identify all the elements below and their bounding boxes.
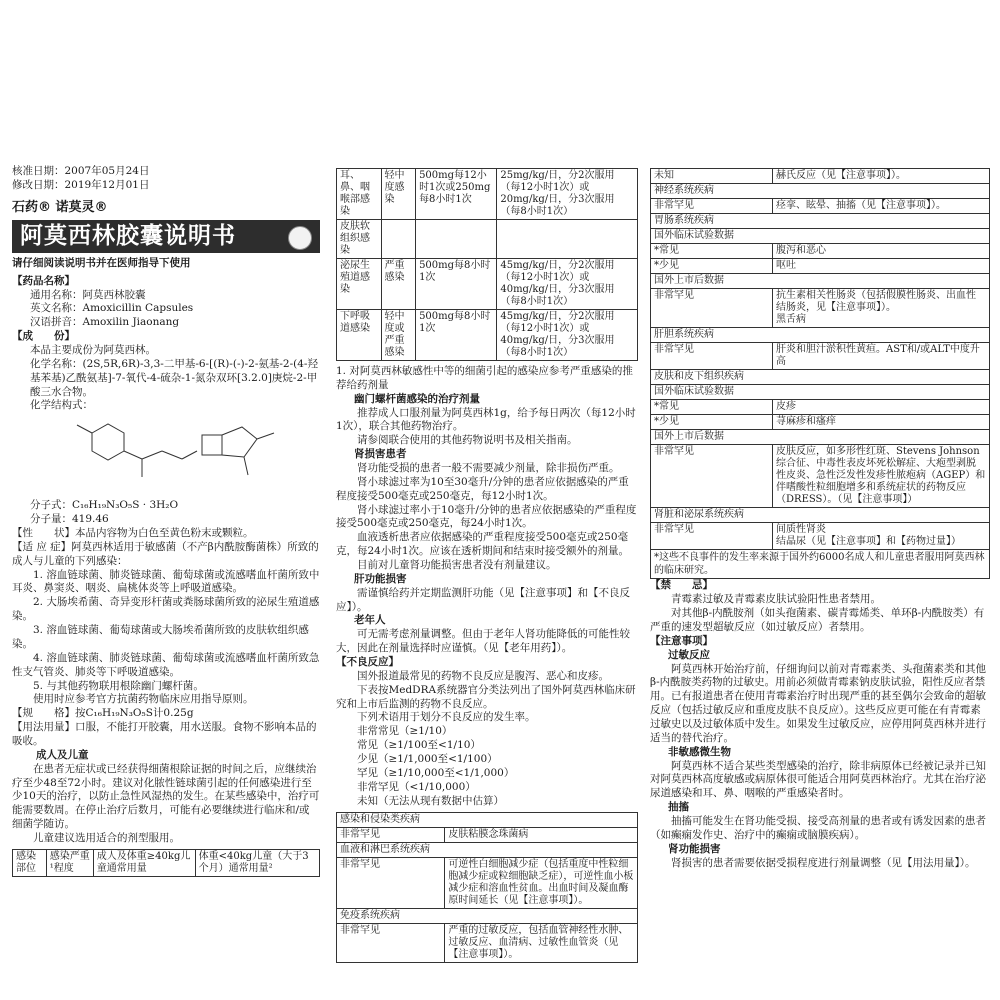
frequency-item: 常见（≥1/100至<1/10） (357, 739, 481, 752)
child-advice: 儿童建议选用适合的剂型服用。 (33, 831, 180, 844)
ae-group-label: 免疫系统疾病 (337, 908, 638, 923)
ae-group-row (651, 370, 990, 385)
ae-group-row (651, 229, 990, 244)
ae-group-label: 国外临床试验数据 (651, 229, 990, 244)
ae-frequency: 非常罕见 (651, 289, 773, 328)
indication-4: 4. 溶血链球菌、肺炎链球菌、葡萄球菌或流感嗜血杆菌所致急性支气管炎、肺炎等下呼吸道感染。 (12, 651, 320, 678)
dose-cell-child: 45mg/kg/日，分2次服用（每12小时1次）或40mg/kg/日，分3次服用（每8小时1次） (497, 310, 638, 361)
ae-description: 严重的过敏反应，包括血管神经性水肿、过敏反应、血清病、过敏性血管炎（见【注意事项】）。 (445, 923, 638, 962)
indication-3: 3. 溶血链球菌、葡萄球菌或大肠埃希菌所致的皮肤软组织感染。 (12, 624, 309, 650)
frequency-item: 非常常见（≥1/10） (357, 725, 453, 738)
ae-frequency: *少见 (651, 415, 773, 430)
ae-group-row (651, 328, 990, 343)
ae-group-label: 国外临床试验数据 (651, 385, 990, 400)
frequency-item: 未知（无法从现有数据中估算） (357, 794, 504, 807)
molecular-weight: 分子量：419.46 (30, 513, 109, 526)
ae-row (651, 523, 990, 550)
specification-section: 【规 格】按C₁₆H₁₉N₃O₅S计0.25g (12, 707, 194, 720)
contra-1: 青霉素过敏及青霉素皮肤试验阳性患者禁用。 (671, 593, 881, 606)
dose-cell-site: 下呼吸道感染 (337, 310, 382, 361)
th-severity: 感染严重¹程度 (46, 849, 93, 876)
hp-ref: 请参阅联合使用的其他药物说明书及相关指南。 (357, 434, 578, 447)
ae-frequency: 非常罕见 (337, 857, 445, 908)
ae-row (651, 445, 990, 508)
ae-description: 抗生素相关性肠炎（包括假膜性肠炎、出血性结肠炎，见【注意事项】）。 黑舌病 (773, 289, 990, 328)
ae-group-row (651, 184, 990, 199)
dose-cell-site: 泌尿生殖道感染 (337, 259, 382, 310)
ae-description: 痉挛、眩晕、抽搐（见【注意事项】）。 (773, 199, 990, 214)
ae-description: 可逆性白细胞减少症（包括重度中性粒细胞减少症或粒细胞缺乏症），可逆性血小板减少症和溶血性贫血。出血时间及凝血酶原时间延长（见【注意事项】）。 (445, 857, 638, 908)
adverse-note: *这些不良事件的发生率来源于国外约6000名成人和儿童患者服用阿莫西林的临床研究。 (650, 550, 990, 579)
ae-group-row (651, 508, 990, 523)
hepatic-title: 肝功能损害 (354, 572, 407, 585)
dose-cell-adult: 500mg每8小时1次 (416, 259, 497, 310)
renal-1: 肾功能受损的患者一般不需要减少剂量，除非损伤严重。 (357, 462, 620, 475)
ae-group-label: 国外上市后数据 (651, 274, 990, 289)
dose-row (337, 259, 638, 310)
dose-cell-adult: 500mg每8小时1次 (416, 310, 497, 361)
ae-group-label: 神经系统疾病 (651, 184, 990, 199)
dose-cell-sev: 轻中度或严重感染 (381, 310, 416, 361)
chemical-structure-image (12, 413, 320, 499)
ae-frequency: 非常罕见 (337, 923, 445, 962)
indication-2: 2. 大肠埃希菌、奇异变形杆菌或粪肠球菌所致的泌尿生殖道感染。 (12, 596, 320, 623)
dose-cell-sev (381, 220, 416, 259)
ae-frequency: *常见 (651, 244, 773, 259)
ae-description: 皮疹 (773, 400, 990, 415)
dose-cell-child: 45mg/kg/日，分2次服用（每12小时1次）或40mg/kg/日，分3次服用（每8小时1次） (497, 259, 638, 310)
pinyin-name: 汉语拼音：Amoxilin Jiaonang (30, 316, 180, 329)
usage-section: 【用法用量】口服，不能打开胶囊，用水送服。食物不影响本品的吸收。 (12, 721, 317, 747)
ae-description: 肝炎和胆汁淤积性黄疸。AST和/或ALT中度升高 (773, 343, 990, 370)
composition-main: 本品主要成份为阿莫西林。 (30, 344, 156, 357)
hp-title: 幽门螺杆菌感染的治疗剂量 (354, 392, 480, 405)
indication-1: 1. 溶血链球菌、肺炎链球菌、葡萄球菌或流感嗜血杆菌所致中耳炎、鼻窦炎、咽炎、扁桃体炎等上呼吸道感染。 (12, 568, 320, 595)
ae-frequency: *常见 (651, 400, 773, 415)
ae-group-row (337, 842, 638, 857)
revision-date: 修改日期：2019年12月01日 (12, 178, 150, 191)
adult-child-heading: 成人及儿童 (36, 748, 89, 761)
ae-description: 荨麻疹和瘙痒 (773, 415, 990, 430)
generic-name: 通用名称：阿莫西林胶囊 (30, 288, 146, 301)
ae-group-row (337, 812, 638, 827)
ae-row (651, 289, 990, 328)
dose-row (337, 310, 638, 361)
column-right (650, 0, 990, 1000)
ae-row (337, 857, 638, 908)
nonsensitive-text: 阿莫西林不适合某些类型感染的治疗，除非病原体已经被记录并已知对阿莫西林高度敏感或病原体很可能适合用阿莫西林治疗。尤其在治疗泌尿道感染和耳、鼻、咽喉的严重感染者时。 (650, 759, 986, 800)
dose-row (337, 169, 638, 220)
ae-group-label: 胃肠系统疾病 (651, 214, 990, 229)
ae-row (651, 169, 990, 184)
adverse-2: 下表按MedDRA系统器官分类法列出了国外阿莫西林临床研究和上市后监测的药物不良反应。 (336, 683, 636, 710)
indication-note: 使用时应参考官方抗菌药物临床应用指导原则。 (33, 693, 254, 706)
nonsensitive-title: 非敏感微生物 (668, 745, 731, 758)
adverse-1: 国外报道最常见的药物不良反应是腹泻、恶心和皮疹。 (357, 669, 609, 682)
ae-group-label: 肾脏和泌尿系统疾病 (651, 508, 990, 523)
section-name-heading: 【药品名称】 (12, 274, 75, 287)
ae-frequency: 非常罕见 (651, 445, 773, 508)
convulsion-text: 抽搐可能发生在肾功能受损、接受高剂量的患者或有诱发因素的患者（如癫痫发作史、治疗中的癫痫或脑膜疾病）。 (650, 814, 986, 841)
ae-group-row (651, 214, 990, 229)
section-composition-heading: 【成 份】 (12, 330, 75, 343)
ae-row (651, 244, 990, 259)
ae-row (651, 343, 990, 370)
ae-frequency: 非常罕见 (651, 199, 773, 214)
ae-description: 间质性肾炎 结晶尿（见【注意事项】和【药物过量】） (773, 523, 990, 550)
dose-footnote: 1. 对阿莫西林敏感性中等的细菌引起的感染应参考严重感染的推荐给药剂量 (336, 365, 633, 391)
ae-row (337, 827, 638, 842)
dose-row (337, 220, 638, 259)
ae-description: 赫氏反应（见【注意事项】）。 (773, 169, 990, 184)
frequency-item: 少见（≥1/1,000至<1/100） (357, 753, 498, 766)
hepatic-text: 需谨慎给药并定期监测肝功能（见【注意事项】和【不良反应】）。 (336, 586, 630, 613)
column-left (12, 0, 320, 1000)
dose-table-header (12, 849, 320, 877)
ae-group-label: 肝胆系统疾病 (651, 328, 990, 343)
dose-cell-site: 皮肤软组织感染 (337, 220, 382, 259)
ae-row (651, 199, 990, 214)
chemical-name: 化学名称：(2S,5R,6R)-3,3-二甲基-6-[(R)-(-)-2-氨基-2-(4-羟基苯基)乙酰氨基]-7-氧代-4-硫杂-1-氮杂双环[3.2.0]庚烷-2-甲酸三水合物。 (30, 357, 318, 398)
approval-date: 核准日期：2007年05月24日 (12, 165, 150, 177)
document-title (12, 220, 320, 253)
ae-group-row (651, 430, 990, 445)
ae-group-label: 感染和侵染类疾病 (337, 812, 638, 827)
ae-row (651, 259, 990, 274)
convulsion-title: 抽搐 (668, 801, 689, 814)
renal-impairment-title: 肾功能损害 (668, 842, 721, 855)
molecular-formula: 分子式：C₁₆H₁₉N₃O₅S · 3H₂O (30, 499, 179, 512)
dose-cell-adult: 500mg每12小时1次或250mg每8小时1次 (416, 169, 497, 220)
th-child: 体重<40kg儿童（大于3个月）通常用量² (195, 849, 319, 876)
indication-5: 5. 与其他药物联用根除幽门螺杆菌。 (33, 679, 204, 692)
adverse-table-1 (336, 812, 638, 963)
ae-description: 呕吐 (773, 259, 990, 274)
ae-frequency: *少见 (651, 259, 773, 274)
dose-cell-site: 耳、鼻、咽喉部感染 (337, 169, 382, 220)
cautions-heading: 【注意事项】 (650, 634, 713, 647)
renal-4: 血液透析患者应依据感染的严重程度接受500毫克或250毫克，每24小时1次。应该在透析期间和结束时接受额外的剂量。 (336, 531, 630, 558)
ae-group-row (651, 385, 990, 400)
renal-2: 肾小球滤过率为10至30毫升/分钟的患者应依据感染的严重程度接受500毫克或250毫克，每12小时1次。 (336, 475, 629, 502)
renal-impairment-text: 肾损害的患者需要依据受损程度进行剂量调整（见【用法用量】）。 (671, 856, 976, 869)
ae-group-row (651, 274, 990, 289)
renal-5: 目前对儿童肾功能损害患者没有剂量建议。 (357, 559, 557, 572)
ae-group-label: 国外上市后数据 (651, 430, 990, 445)
th-site: 感染部位 (13, 849, 47, 876)
frequency-item: 罕见（≥1/10,000至<1/1,000） (357, 766, 515, 779)
column-middle (336, 0, 638, 1000)
renal-title: 肾损害患者 (354, 448, 407, 461)
ae-group-label: 皮肤和皮下组织疾病 (651, 370, 990, 385)
ae-row (651, 400, 990, 415)
title-text: 阿莫西林胶囊说明书 (20, 222, 236, 249)
structure-label: 化学结构式： (30, 399, 93, 412)
hypersensitivity-title: 过敏反应 (668, 648, 710, 661)
ae-row (651, 415, 990, 430)
ae-group-row (337, 908, 638, 923)
frequency-list (336, 725, 638, 808)
ae-frequency: 非常罕见 (337, 827, 445, 842)
adverse-table-2 (650, 168, 990, 550)
ae-description: 腹泻和恶心 (773, 244, 990, 259)
ae-row (337, 923, 638, 962)
indications-intro: 【适 应 症】阿莫西林适用于敏感菌（不产β内酰胺酶菌株）所致的成人与儿童的下列感染： (12, 540, 319, 567)
usage-advice: 请仔细阅读说明书并在医师指导下使用 (12, 256, 191, 269)
ae-description: 皮肤反应，如多形性红斑、Stevens Johnson综合征、中毒性表皮坏死松解症、大疱型剥脱性皮炎、急性泛发性发疹性脓疱病（AGEP）和伴嗜酸性粒细胞增多和系统症状的药物反应（DRESS）。（见【注意事项】） (773, 445, 990, 508)
adverse-3: 下列术语用于划分不良反应的发生率。 (357, 711, 536, 724)
english-name: 英文名称：Amoxicillin Capsules (30, 302, 194, 315)
contraindications-heading: 【禁 忌】 (650, 579, 713, 592)
dose-cell-adult (416, 220, 497, 259)
elderly-title: 老年人 (354, 614, 386, 627)
renal-3: 肾小球滤过率小于10毫升/分钟的患者应依据感染的严重程度接受500毫克或250毫克，每24小时1次。 (336, 503, 637, 530)
dose-cell-sev: 轻中度感染 (381, 169, 416, 220)
contra-2: 对其他β-内酰胺剂（如头孢菌素、碳青霉烯类、单环β-内酰胺类）有严重的速发型超敏反应（如过敏反应）者禁用。 (650, 607, 985, 633)
hypersensitivity-text: 阿莫西林开始治疗前，仔细询问以前对青霉素类、头孢菌素类和其他β-内酰胺类药物的过敏史。用前必须做青霉素钠皮肤试验，阳性反应者禁用。已有报道患者在使用青霉素治疗时出现严重的甚至偶尔会致命的超敏反应（包括过敏反应和重度皮肤不良反应）。这些反应更可能在有青霉素过敏史以及过敏体质中发生。如果发生过敏反应，应停用阿莫西林并进行适当的替代治疗。 (650, 662, 986, 744)
ae-description: 皮肤粘膜念珠菌病 (445, 827, 638, 842)
logo-badge-icon (288, 226, 312, 250)
usage-detail: 在患者无症状或已经获得细菌根除证据的时间之后，应继续治疗至少48至72小时。建议对化脓性链球菌引起的任何感染进行至少10天的治疗，以防止急性风湿热的发生。在某些感染中，治疗可能需要数周。在停止治疗后数月，可能有必要继续进行临床和/或细菌学随访。 (12, 762, 320, 831)
dose-cell-child: 25mg/kg/日，分2次服用（每12小时1次）或20mg/kg/日，分3次服用（每8小时1次） (497, 169, 638, 220)
hp-text: 推荐成人口服剂量为阿莫西林1g，给予每日两次（每12小时1次），联合其他药物治疗。 (336, 406, 636, 433)
elderly-text: 可无需考虑剂量调整。但由于老年人肾功能降低的可能性较大，因此在剂量选择时应谨慎。（见【老年用药】）。 (336, 628, 630, 655)
dose-cell-sev: 严重感染 (381, 259, 416, 310)
ae-frequency: 非常罕见 (651, 523, 773, 550)
th-adult: 成人及体重≥40kg儿童通常用量 (93, 849, 195, 876)
ae-frequency: 非常罕见 (651, 343, 773, 370)
adverse-heading: 【不良反应】 (336, 656, 399, 669)
ae-group-label: 血液和淋巴系统疾病 (337, 842, 638, 857)
brand-logo: 石药® 诺莫灵® (12, 199, 108, 215)
character-section: 【性 状】本品内容物为白色至黄色粉末或颗粒。 (12, 527, 254, 540)
dose-cell-child (497, 220, 638, 259)
dose-table (336, 168, 638, 361)
ae-frequency: 未知 (651, 169, 773, 184)
frequency-item: 非常罕见（<1/10,000） (357, 780, 476, 793)
